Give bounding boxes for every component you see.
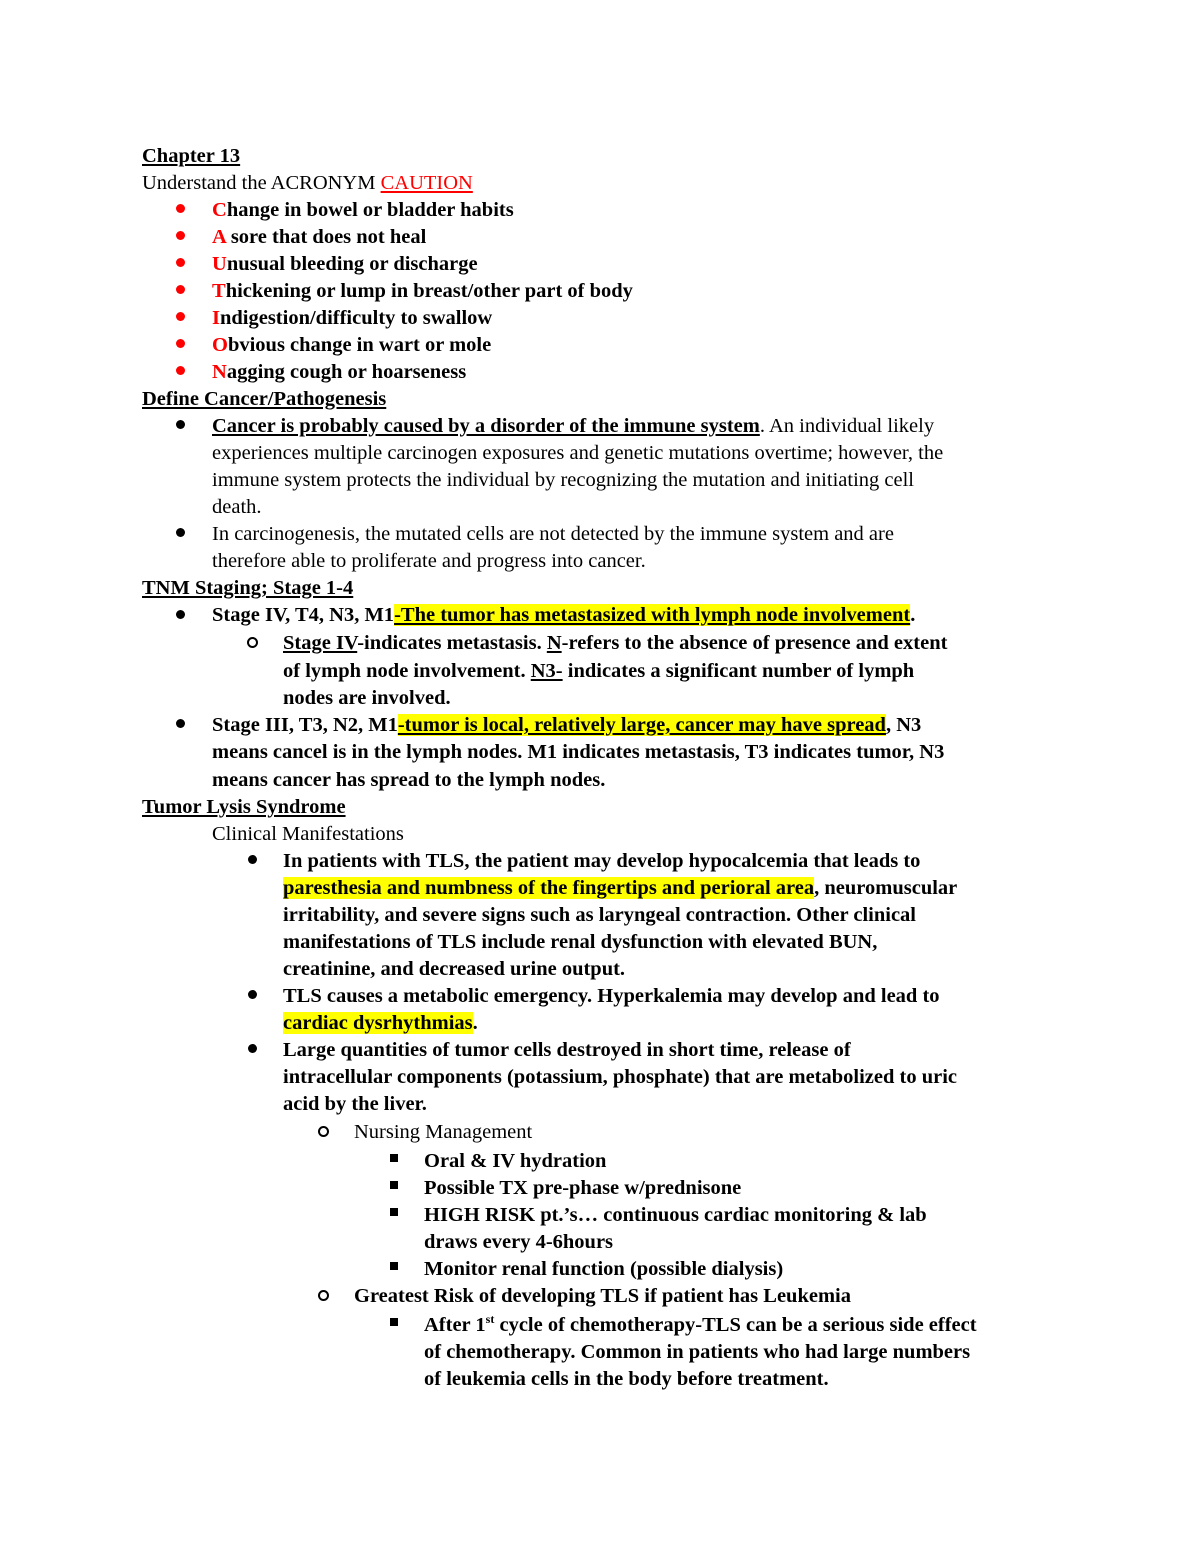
stage-iii-rest: , N3 xyxy=(885,714,922,736)
acronym-item-text: sore that does not heal xyxy=(225,226,427,248)
define-text: . An individual likely xyxy=(759,415,935,437)
acronym-item-text: hange in bowel or bladder habits xyxy=(226,199,514,221)
list-item xyxy=(212,251,478,277)
square-bullet-icon xyxy=(390,1181,398,1189)
bullet-icon xyxy=(248,990,257,999)
tls-bullet-1-line-2 xyxy=(283,875,957,901)
section-heading-tls: Tumor Lysis Syndrome xyxy=(142,796,346,818)
acronym-letter: I xyxy=(212,307,220,329)
n-def-cont: of lymph node involvement. xyxy=(283,660,531,682)
nursing-item-3-line-2: draws every 4-6hours xyxy=(424,1231,614,1253)
tls-bullet-3-line-3: acid by the liver. xyxy=(283,1093,427,1115)
circle-bullet-icon xyxy=(318,1290,329,1301)
section-heading-define: Define Cancer/Pathogenesis xyxy=(142,388,387,410)
bullet-icon xyxy=(248,1044,257,1053)
acronym-letter: N xyxy=(212,361,227,383)
superscript-st: st xyxy=(485,1312,495,1327)
list-item xyxy=(212,224,426,250)
n-term: N xyxy=(546,632,562,654)
greatest-risk-line: Greatest Risk of developing TLS if patient has Leukemia xyxy=(354,1285,851,1307)
tls-text-end: . xyxy=(472,1012,478,1034)
list-item xyxy=(212,278,633,304)
acronym-letter: C xyxy=(212,199,227,221)
stage-iv-def: -indicates metastasis. xyxy=(357,632,547,654)
acronym-item-text: hickening or lump in breast/other part of body xyxy=(225,280,633,302)
tls-bullet-3-line-2: intracellular components (potassium, phosphate) that are metabolized to uric xyxy=(283,1066,958,1088)
stage-iv-sub-line-1 xyxy=(283,630,947,656)
tls-bullet-1-line-5: creatinine, and decreased urine output. xyxy=(283,958,626,980)
nursing-item-1: Oral & IV hydration xyxy=(424,1150,607,1172)
stage-iv-highlight: -The tumor has metastasized with lymph node involvement xyxy=(394,604,911,626)
bullet-icon xyxy=(176,528,185,537)
tls-bullet-1-line-3: irritability, and severe signs such as laryngeal contraction. Other clinical xyxy=(283,904,917,926)
acronym-item-text: agging cough or hoarseness xyxy=(226,361,467,383)
bullet-icon xyxy=(176,285,185,294)
tls-bullet-2-line-1: TLS causes a metabolic emergency. Hyperkalemia may develop and lead to xyxy=(283,985,940,1007)
tls-bullet-2-line-2 xyxy=(283,1010,478,1036)
tls-bullet-3-line-1: Large quantities of tumor cells destroyed in short time, release of xyxy=(283,1039,851,1061)
square-bullet-icon xyxy=(390,1154,398,1162)
circle-bullet-icon xyxy=(318,1126,329,1137)
n3-term: N3- xyxy=(530,660,563,682)
bullet-icon xyxy=(176,719,185,728)
list-item xyxy=(212,197,514,223)
risk-item-line-3: of leukemia cells in the body before treatment. xyxy=(424,1368,829,1390)
stage-iv-line xyxy=(212,602,915,628)
tls-text: , neuromuscular xyxy=(814,877,958,899)
bullet-icon xyxy=(248,855,257,864)
stage-iii-line-1 xyxy=(212,712,921,738)
bullet-icon xyxy=(176,610,185,619)
define-bullet-1-line-4: death. xyxy=(212,496,262,518)
n3-def: indicates a significant number of lymph xyxy=(562,660,915,682)
acronym-item-text: bvious change in wart or mole xyxy=(227,334,492,356)
tls-highlight-cardiac: cardiac dysrhythmias xyxy=(283,1012,473,1034)
bullet-icon xyxy=(176,231,185,240)
risk-text-b: cycle of chemotherapy-TLS can be a serious side effect xyxy=(494,1314,977,1336)
list-item xyxy=(212,332,491,358)
stage-iii-line-3: means cancer has spread to the lymph nodes. xyxy=(212,769,606,791)
chapter-heading: Chapter 13 xyxy=(142,145,241,167)
stage-iv-label: Stage IV, T4, N3, M1 xyxy=(212,604,395,626)
clinical-manifestations-heading: Clinical Manifestations xyxy=(212,823,404,845)
stage-iii-label: Stage III, T3, N2, M1 xyxy=(212,714,398,736)
acronym-word: CAUTION xyxy=(380,172,473,194)
square-bullet-icon xyxy=(390,1262,398,1270)
stage-iv-end: . xyxy=(910,604,916,626)
define-bullet-1-line-1 xyxy=(212,413,934,439)
tls-bullet-1-line-4: manifestations of TLS include renal dysfunction with elevated BUN, xyxy=(283,931,878,953)
acronym-letter: A xyxy=(212,226,226,248)
nursing-management-heading: Nursing Management xyxy=(354,1121,533,1143)
circle-bullet-icon xyxy=(247,637,258,648)
tls-bullet-1-line-1: In patients with TLS, the patient may develop hypocalcemia that leads to xyxy=(283,850,921,872)
acronym-item-text: ndigestion/difficulty to swallow xyxy=(219,307,493,329)
bullet-icon xyxy=(176,339,185,348)
acronym-item-text: nusual bleeding or discharge xyxy=(226,253,478,275)
nursing-item-3-line-1: HIGH RISK pt.’s… continuous cardiac monitoring & lab xyxy=(424,1204,927,1226)
bullet-icon xyxy=(176,366,185,375)
risk-text-a: After 1 xyxy=(424,1314,486,1336)
list-item xyxy=(212,305,492,331)
acronym-letter: O xyxy=(212,334,228,356)
define-bullet-2-line-2: therefore able to proliferate and progress into cancer. xyxy=(212,550,646,572)
square-bullet-icon xyxy=(390,1208,398,1216)
acronym-letter: U xyxy=(212,253,227,275)
define-lead: Cancer is probably caused by a disorder of the immune system xyxy=(212,415,760,437)
n-def: -refers to the absence of presence and extent xyxy=(561,632,948,654)
acronym-intro xyxy=(142,170,473,196)
risk-item-line-1 xyxy=(424,1312,977,1338)
stage-iii-line-2: means cancel is in the lymph nodes. M1 indicates metastasis, T3 indicates tumor, N3 xyxy=(212,741,945,763)
risk-item-line-2: of chemotherapy. Common in patients who had large numbers xyxy=(424,1341,971,1363)
nursing-item-2: Possible TX pre-phase w/prednisone xyxy=(424,1177,742,1199)
stage-iv-term: Stage IV xyxy=(283,632,358,654)
list-item xyxy=(212,359,466,385)
bullet-icon xyxy=(176,312,185,321)
define-bullet-2-line-1: In carcinogenesis, the mutated cells are not detected by the immune system and are xyxy=(212,523,894,545)
stage-iv-sub-line-3: nodes are involved. xyxy=(283,687,451,709)
stage-iv-sub-line-2 xyxy=(283,658,914,684)
nursing-item-4: Monitor renal function (possible dialysis) xyxy=(424,1258,784,1280)
bullet-icon xyxy=(176,258,185,267)
stage-iii-highlight: -tumor is local, relatively large, cancer may have spread xyxy=(397,714,886,736)
square-bullet-icon xyxy=(390,1318,398,1326)
acronym-letter: T xyxy=(212,280,226,302)
acronym-intro-text: Understand the ACRONYM xyxy=(142,172,381,194)
bullet-icon xyxy=(176,204,185,213)
define-bullet-1-line-2: experiences multiple carcinogen exposures and genetic mutations overtime; however, the xyxy=(212,442,944,464)
section-heading-tnm: TNM Staging; Stage 1-4 xyxy=(142,577,354,599)
tls-highlight-paresthesia: paresthesia and numbness of the fingertips and perioral area xyxy=(283,877,815,899)
bullet-icon xyxy=(176,420,185,429)
define-bullet-1-line-3: immune system protects the individual by recognizing the mutation and initiating cell xyxy=(212,469,914,491)
